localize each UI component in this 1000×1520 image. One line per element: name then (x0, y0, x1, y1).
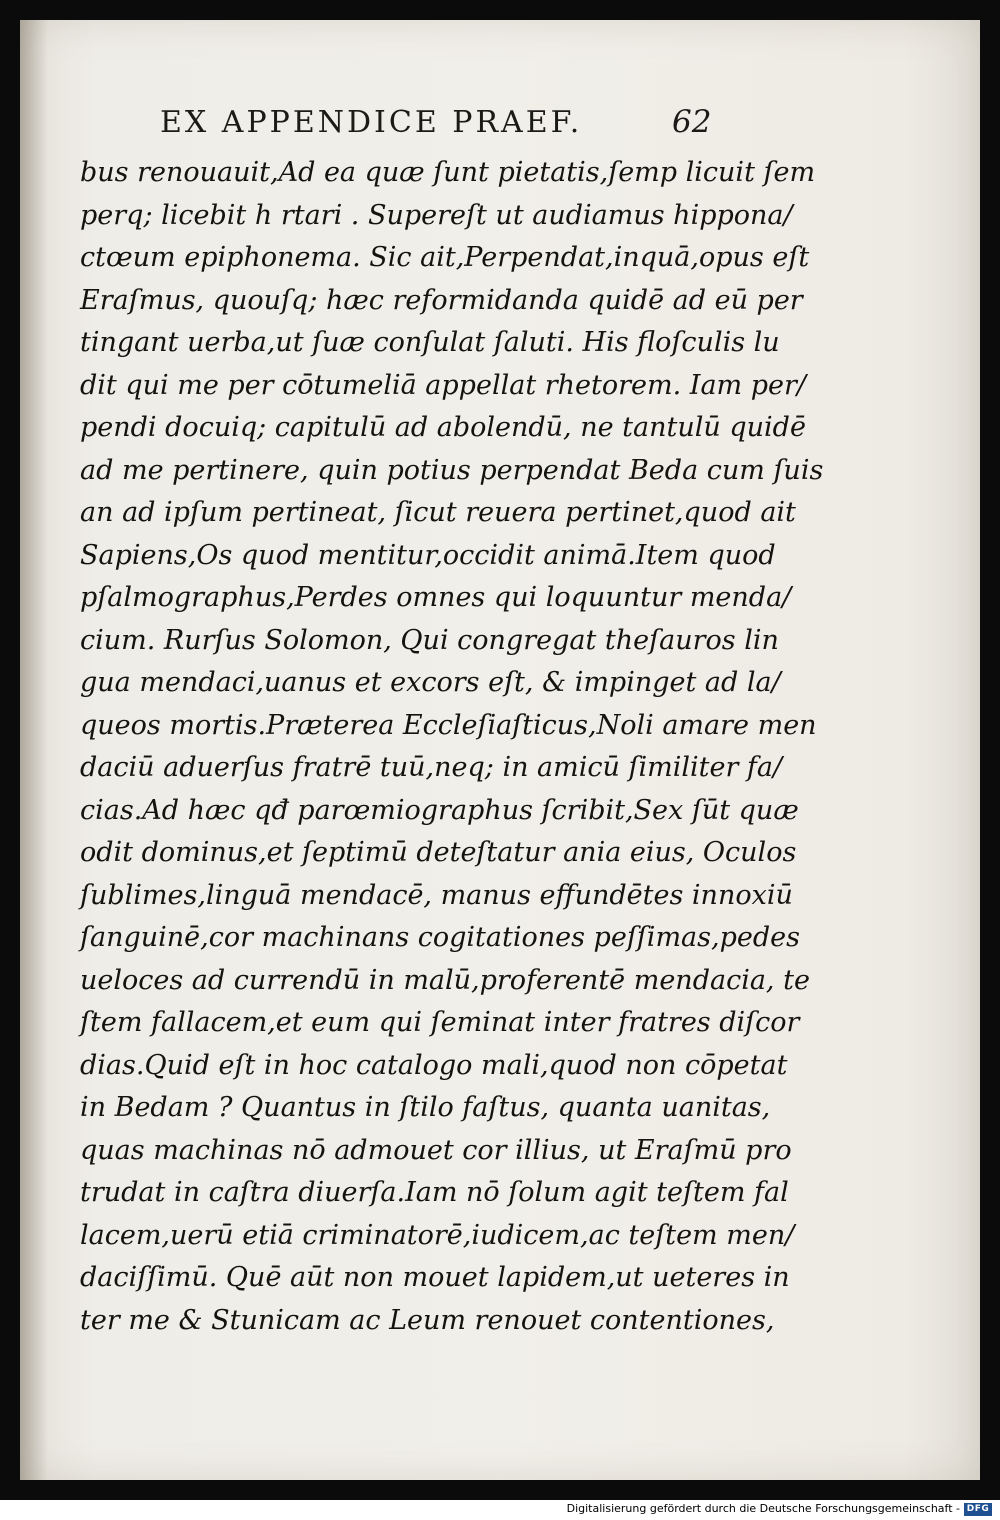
text-line: Eraſmus, quouſq; hæc reformidanda quidē ad eū per (80, 284, 803, 316)
text-line: cium. Rurſus Solomon, Qui congregat theſauros lin (80, 624, 779, 656)
text-line: dit qui me per cōtumeliā appellat rhetorem. Iam per/ (80, 369, 806, 401)
text-line: ueloces ad currendū in malū,proferentē mendacia, te (80, 964, 810, 996)
text-line: perq; licebit h rtari . Supereſt ut audiamus hippona/ (80, 199, 793, 231)
text-line: tingant uerba,ut ſuæ conſulat ſaluti. His floſculis lu (80, 327, 780, 358)
spine-shadow (20, 20, 48, 1480)
footer-credit: Digitalisierung gefördert durch die Deutsche Forschungsgemeinschaft - (566, 1502, 960, 1515)
text-line: dias.Quid eſt in hoc catalogo mali,quod non cōpetat (80, 1049, 788, 1081)
text-line: ſublimes,linguā mendacē, manus effundētes innoxiū (80, 879, 793, 911)
text-line: ad me pertinere, quin potius perpendat Beda cum ſuis (80, 454, 824, 486)
text-line: ſtem fallacem,et eum qui ſeminat inter fratres diſcor (80, 1007, 800, 1038)
running-head: EX APPENDICE PRAEF. (160, 105, 583, 140)
text-line: odit dominus,et ſeptimū deteſtatur ania eius, Oculos (80, 837, 797, 868)
text-line: daciū aduerſus fratrē tuū,neq; in amicū ſimiliter fa/ (80, 752, 783, 783)
page-number: 62 (672, 104, 712, 140)
text-line: cias.Ad hæc qđ parœmiographus ſcribit,Sex ſūt quæ (80, 794, 799, 826)
text-line: Sapiens,Os quod mentitur,occidit animā.Item quod (80, 539, 776, 571)
text-line: queos mortis.Præterea Eccleſiaſticus,Noli amare men (80, 709, 817, 741)
text-line: gua mendaci,uanus et excors eſt, & impinget ad la/ (80, 667, 781, 698)
text-line: lacem,uerū etiā criminatorē,iudicem,ac teſtem men/ (80, 1219, 795, 1251)
text-line: bus renouauit,Ad ea quæ ſunt pietatis,ſemp licuit ſem (80, 157, 816, 188)
text-line: trudat in caſtra diuerſa.Iam nō ſolum agit teſtem fal (80, 1177, 789, 1208)
text-line: in Bedam ? Quantus in ſtilo faſtus, quanta uanitas, (80, 1092, 771, 1123)
footer-bar (0, 1500, 1000, 1520)
text-line: daciſſimū. Quē aūt non mouet lapidem,ut ueteres in (80, 1262, 790, 1293)
text-line: quas machinas nō admouet cor illius, ut Eraſmū pro (80, 1134, 792, 1166)
dfg-logo-icon: DFG (964, 1503, 992, 1516)
text-line: ter me & Stunicam ac Leum renouet contentiones, (80, 1304, 775, 1336)
text-line: pendi docuiq; capitulū ad abolendū, ne tantulū quidē (80, 412, 806, 443)
text-line: ctœum epiphonema. Sic ait,Perpendat,inquā,opus eſt (80, 242, 810, 273)
body-text (80, 152, 824, 1342)
text-line: ſanguinē,cor machinans cogitationes peſſimas,pedes (80, 922, 800, 953)
text-line: an ad ipſum pertineat, ſicut reuera pertinet,quod ait (80, 497, 796, 528)
text-line: pſalmographus,Perdes omnes qui loquuntur menda/ (80, 582, 792, 613)
